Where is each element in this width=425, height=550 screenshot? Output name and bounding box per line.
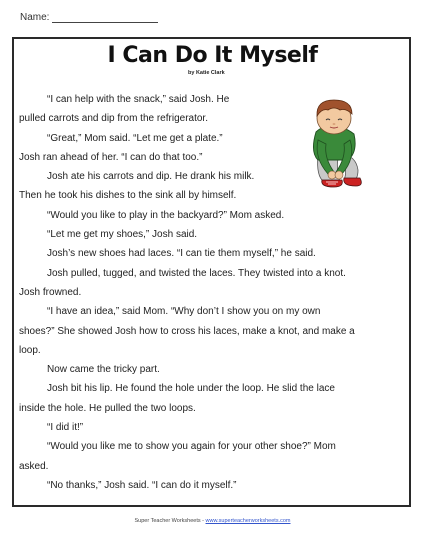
name-blank-line[interactable] [52,13,158,23]
page-footer [0,518,425,524]
story-line: Then he took his dishes to the sink all by himself. [19,190,237,202]
story-line: “Great,” Mom said. “Let me get a plate.” [47,132,223,144]
footer-link[interactable]: www.superteacherworksheets.com [205,518,291,524]
story-line: shoes?” She showed Josh how to cross his laces, make a knot, and make a [19,325,355,337]
story-line: Josh ran ahead of her. “I can do that too.” [19,151,203,163]
story-line: “No thanks,” Josh said. “I can do it myself.” [47,479,237,491]
story-line: Josh’s new shoes had laces. “I can tie them myself,” he said. [47,248,316,260]
story-text [19,90,407,495]
story-line: inside the hole. He pulled the two loops. [19,402,196,414]
story-line: Josh bit his lip. He found the hole under the loop. He slid the lace [47,383,335,395]
story-line: “Would you like to play in the backyard?” Mom asked. [47,209,285,221]
story-line: “Let me get my shoes,” Josh said. [47,229,198,241]
story-line: loop. [19,344,41,356]
name-label: Name: [20,12,50,23]
story-byline: by Katie Clark [188,70,225,76]
story-line: “I have an idea,” said Mom. “Why don’t I show you on my own [47,306,321,318]
story-line: Josh pulled, tugged, and twisted the laces. They twisted into a knot. [47,267,346,279]
story-line: Josh ate his carrots and dip. He drank his milk. [47,171,255,183]
story-title: I Can Do It Myself [107,43,318,68]
footer-text: Super Teacher Worksheets - [134,518,206,524]
story-line: “I can help with the snack,” said Josh. He [47,94,230,105]
name-field [20,12,158,23]
story-line: asked. [19,460,49,472]
story-line: Now came the tricky part. [47,364,160,376]
story-line: Josh frowned. [19,286,82,298]
story-line: “I did it!” [47,422,84,434]
story-line: pulled carrots and dip from the refrigerator. [19,113,208,125]
story-line: “Would you like me to show you again for your other shoe?” Mom [47,441,336,453]
